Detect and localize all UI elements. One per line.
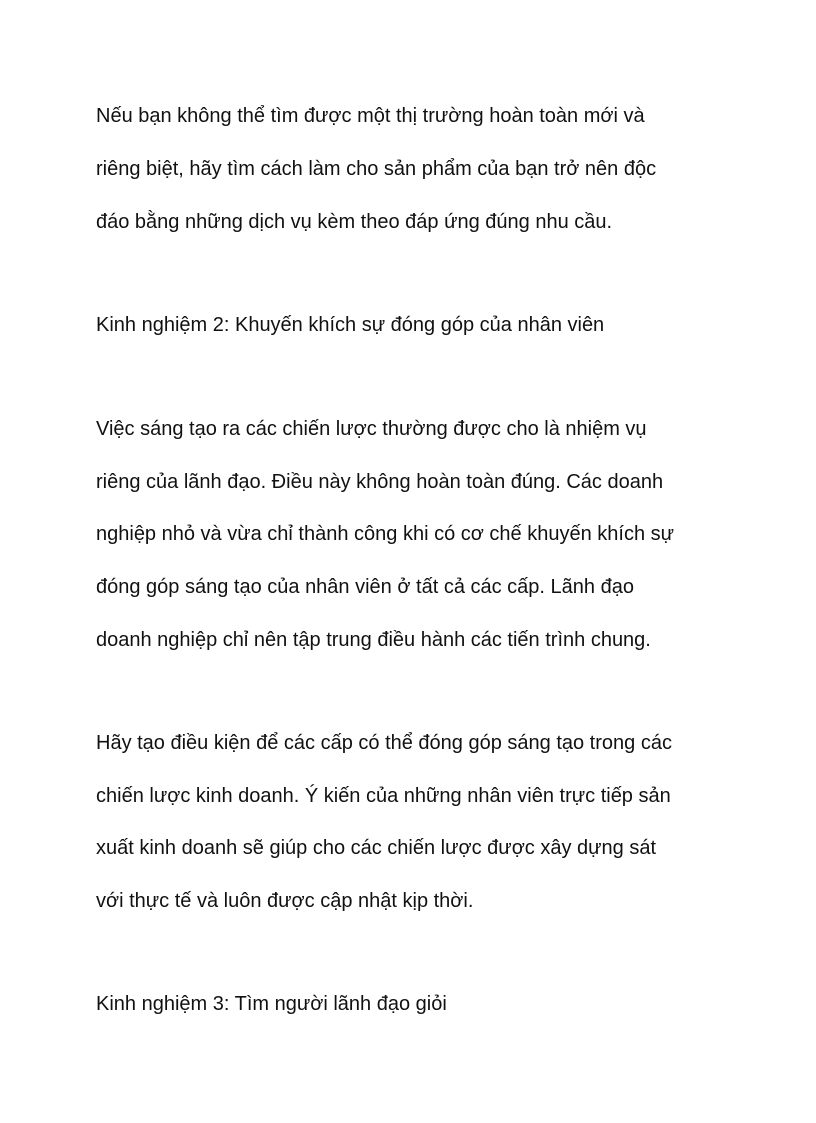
paragraph-2-line-4: đóng góp sáng tạo của nhân viên ở tất cả các cấp. Lãnh đạo (96, 576, 634, 598)
paragraph-1-line-2: riêng biệt, hãy tìm cách làm cho sản phẩm của bạn trở nên độc (96, 158, 657, 180)
paragraph-2-line-1: Việc sáng tạo ra các chiến lược thường được cho là nhiệm vụ (96, 418, 647, 440)
paragraph-3-line-3: xuất kinh doanh sẽ giúp cho các chiến lược được xây dựng sát (96, 837, 657, 859)
paragraph-1-line-3: đáo bằng những dịch vụ kèm theo đáp ứng đúng nhu cầu. (96, 211, 613, 233)
paragraph-2-line-3: nghiệp nhỏ và vừa chỉ thành công khi có cơ chế khuyến khích sự (96, 523, 675, 545)
paragraph-1-line-1: Nếu bạn không thể tìm được một thị trường hoàn toàn mới và (96, 105, 645, 127)
section-heading-3: Kinh nghiệm 3: Tìm người lãnh đạo giỏi (96, 993, 447, 1015)
paragraph-2-line-2: riêng của lãnh đạo. Điều này không hoàn toàn đúng. Các doanh (96, 471, 664, 493)
paragraph-3-line-1: Hãy tạo điều kiện để các cấp có thể đóng góp sáng tạo trong các (96, 732, 672, 754)
paragraph-3-line-4: với thực tế và luôn được cập nhật kịp thời. (96, 890, 474, 912)
paragraph-2-line-5: doanh nghiệp chỉ nên tập trung điều hành các tiến trình chung. (96, 629, 651, 651)
paragraph-3-line-2: chiến lược kinh doanh. Ý kiến của những nhân viên trực tiếp sản (96, 785, 671, 807)
section-heading-2: Kinh nghiệm 2: Khuyến khích sự đóng góp của nhân viên (96, 314, 605, 336)
